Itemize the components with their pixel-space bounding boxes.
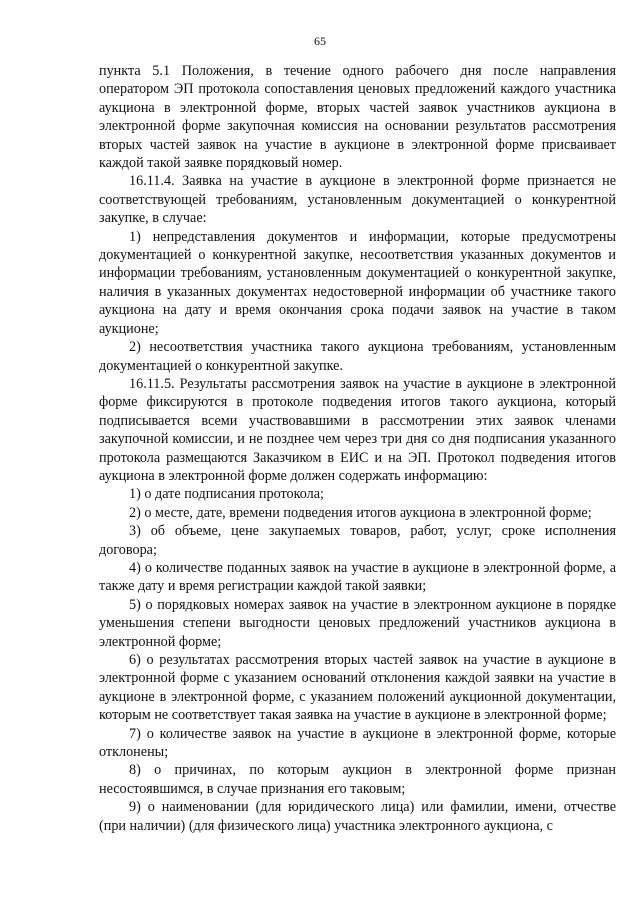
page-number: 65 [314,34,326,48]
list-item-1: 1) о дате подписания протокола; [129,486,325,503]
document-body [99,62,616,835]
paragraph-clause-16-11-5: 16.11.5. Результаты рассмотрения заявок на участие в аукционе в электронной форме фиксируются в протоколе подведения итогов такого аукциона, который подписывается всеми участвовавшими в рассмотрении этих заявок членами закупочной комиссии, и не позднее чем через три дня со дня подписания указанного протокола размещаются Заказчиком в ЕИС и на ЭП. Протокол подведения итогов аукциона в электронной форме должен содержать информацию: [99,375,616,484]
paragraph-clause-16-11-4: 16.11.4. Заявка на участие в аукционе в электронной форме признается не соответствующей требованиям, установленным документацией о конкурентной закупке, в случае: [99,173,616,227]
list-item-8: 8) о причинах, по которым аукцион в электронной форме признан несостоявшимся, в случае признания его таковым; [99,762,616,797]
list-item-5: 5) о порядковых номерах заявок на участие в электронном аукционе в порядке уменьшения степени выгодности ценовых предложений участников аукциона в электронной форме; [99,596,616,650]
list-item-6: 6) о результатах рассмотрения вторых частей заявок на участие в аукционе в электронной форме с указанием оснований отклонения каждой заявки на участие в аукционе в электронной форме, с указанием положений аукционной документации, которым не соответствует такая заявка на участие в аукционе в электронной форме; [99,652,616,724]
list-item-9: 9) о наименовании (для юридического лица) или фамилии, имени, отчестве (при наличии) (для физического лица) участника электронного аукциона, с [99,799,616,834]
paragraph-continuation: пункта 5.1 Положения, в течение одного рабочего дня после направления оператором ЭП протокола сопоставления ценовых предложений каждого участника аукциона в электронной форме, вторых частей заявок участников аукциона в электронной форме закупочная комиссия на основании результатов рассмотрения вторых частей заявок на участие в аукционе в электронной форме присваивает каждой такой заявке порядковый номер. [99,63,616,172]
list-item-2: 2) о месте, дате, времени подведения итогов аукциона в электронной форме; [129,504,592,521]
list-item-4: 4) о количестве поданных заявок на участие в аукционе в электронной форме, а также дату и время регистрации каждой такой заявки; [99,559,616,595]
paragraph-item-2: 2) несоответствия участника такого аукциона требованиям, установленным документацией о конкурентной закупке. [99,339,616,374]
list-item-3: 3) об объеме, цене закупаемых товаров, работ, услуг, сроке исполнения договора; [99,523,616,558]
list-item-7: 7) о количестве заявок на участие в аукционе в электронной форме, которые отклонены; [99,725,616,761]
paragraph-item-1: 1) непредставления документов и информации, которые предусмотрены документацией о конкурентной закупке, несоответствия указанных документов и информации требованиям, установленным документацией о конкурентной закупке, наличия в указанных документах недостоверной информации об участнике такого аукциона на дату и время окончания срока подачи заявок на участие в таком аукционе; [99,228,616,337]
